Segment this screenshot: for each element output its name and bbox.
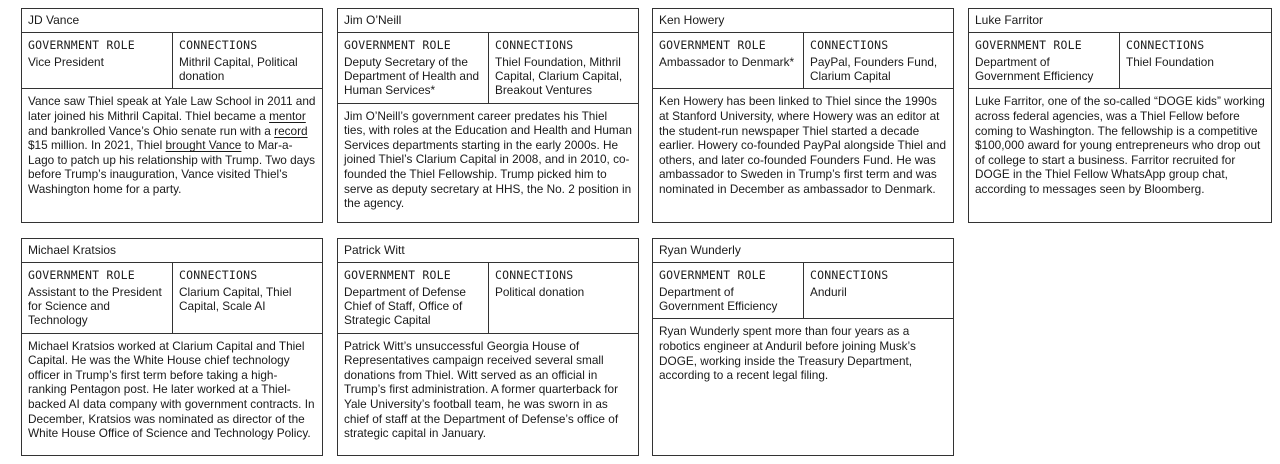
connections-value: Political donation [495,285,585,299]
card-info-row [22,263,322,334]
government-role-label: GOVERNMENT ROLE [659,268,766,282]
brought-vance-link[interactable]: brought Vance [165,138,242,153]
card-info-row [338,33,638,104]
card-bio: Luke Farritor, one of the so-called “DOGE kids” working across federal agencies, was a Thiel Fellow before coming to Washington. The fellowship is a competitive $100,000 award for young entrepreneurs who drop out of college to start a business. Farritor recruited for DOGE in the Thiel Fellow WhatsApp group chat, according to messages seen by Bloomberg. [975,94,1265,196]
record-link[interactable]: record [274,123,308,138]
profile-card-ken-howery [652,8,954,223]
profile-card-luke-farritor [968,8,1272,223]
government-role-label: GOVERNMENT ROLE [28,38,135,52]
government-role-value: Department of Government Efficiency [975,55,1094,84]
card-bio: Ken Howery has been linked to Thiel since the 1990s at Stanford University, where Howery was an editor at the student-run newspaper Thiel started a decade earlier. Howery co-founded PayPal alongside Thiel and others, and later co-founded Founders Fund. He was ambassador to Sweden in Trump’s first term and was nominated in December as ambassador to Denmark. [659,94,947,196]
card-info-row [969,33,1271,89]
connections-value: PayPal, Founders Fund, Clarium Capital [810,55,938,84]
card-info-row [653,33,953,89]
card-name: Jim O’Neill [338,9,638,33]
connections-cell [804,33,953,88]
government-role-cell [22,33,173,88]
connections-cell [489,33,638,103]
connections-cell [804,263,953,318]
card-info-row [22,33,322,89]
mentor-link[interactable]: mentor [269,109,306,123]
government-role-value: Vice President [28,55,104,69]
card-name: Ken Howery [653,9,953,33]
connections-cell [173,263,322,333]
bio-text: to Mar-a-Lago to patch up his relationship with Trump. Two days before Trump’s inauguration, Vance visited Thiel’s Washington home for a party. [28,138,316,196]
connections-value: Thiel Foundation, Mithril Capital, Clarium Capital, Breakout Ventures [495,55,623,98]
government-role-label: GOVERNMENT ROLE [344,268,451,282]
connections-cell [1120,33,1271,88]
bio-text: $15 million. In 2021, Thiel [28,138,166,153]
card-name: JD Vance [22,9,322,33]
connections-value: Thiel Foundation [1126,55,1214,69]
government-role-label: GOVERNMENT ROLE [975,38,1082,52]
government-role-cell [22,263,173,333]
government-role-cell [653,33,804,88]
connections-cell [173,33,322,88]
government-role-value: Department of Defense Chief of Staff, Office of Strategic Capital [344,285,466,328]
government-role-cell [338,263,489,333]
government-role-value: Assistant to the President for Science and Technology [28,285,162,328]
connections-label: CONNECTIONS [179,268,258,282]
connections-value: Anduril [810,285,847,299]
card-bio: Patrick Witt’s unsuccessful Georgia House of Representatives campaign received several small donations from Thiel. Witt served as an official in Trump’s first administration. A former quarterback for Yale University’s football team, he was sworn in as chief of staff at the Department of Defense’s office of strategic capital in January. [344,338,619,441]
card-info-row [653,263,953,319]
card-name: Luke Farritor [969,9,1271,33]
government-role-value: Department of Government Efficiency [659,285,778,314]
government-role-label: GOVERNMENT ROLE [344,38,451,52]
card-name: Patrick Witt [338,239,638,263]
government-role-cell [969,33,1120,88]
card-bio: Michael Kratsios worked at Clarium Capital and Thiel Capital. He was the White House chief technology officer in Trump’s first term before taking a high-ranking Pentagon post. He later worked at a Thiel-backed AI data company with government contracts. In December, Kratsios was nominated as director of the White House Office of Science and Technology Policy. [28,338,315,441]
connections-label: CONNECTIONS [495,38,574,52]
card-bio: Jim O’Neill’s government career predates his Thiel ties, with roles at the Education and Health and Human Services departments starting in the early 2000s. He joined Thiel’s Clarium Capital in 2008, and in 2010, co-founded the Thiel Fellowship. Trump picked him to serve as deputy secretary at HHS, the No. 2 position in the agency. [344,108,632,211]
government-role-value: Ambassador to Denmark* [659,55,795,69]
profile-card-jd-vance [21,8,323,223]
bio-text: and bankrolled Vance’s Ohio senate run with a [28,123,275,138]
connections-label: CONNECTIONS [810,268,889,282]
connections-label: CONNECTIONS [1126,38,1205,52]
card-bio: Ryan Wunderly spent more than four years as a robotics engineer at Anduril before joining Musk’s DOGE, working inside the Treasury Department, according to a recent legal filing. [659,324,916,383]
profile-card-patrick-witt [337,238,639,456]
connections-value: Mithril Capital, Political donation [179,55,298,84]
card-name: Ryan Wunderly [653,239,953,263]
profile-card-ryan-wunderly [652,238,954,456]
bio-text: Vance saw Thiel speak at Yale Law School in 2011 and later joined his Mithril Capital. Thiel became a [28,94,316,123]
connections-cell [489,263,638,333]
card-name: Michael Kratsios [22,239,322,263]
card-info-row [338,263,638,334]
connections-label: CONNECTIONS [495,268,574,282]
connections-value: Clarium Capital, Thiel Capital, Scale AI [179,285,292,314]
government-role-cell [653,263,804,318]
profile-card-jim-oneill [337,8,639,223]
card-bio [22,89,322,201]
government-role-label: GOVERNMENT ROLE [659,38,766,52]
connections-label: CONNECTIONS [810,38,889,52]
government-role-cell [338,33,489,103]
government-role-label: GOVERNMENT ROLE [28,268,135,282]
connections-label: CONNECTIONS [179,38,258,52]
profile-card-michael-kratsios [21,238,323,456]
government-role-value: Deputy Secretary of the Department of Health and Human Services* [344,55,480,98]
